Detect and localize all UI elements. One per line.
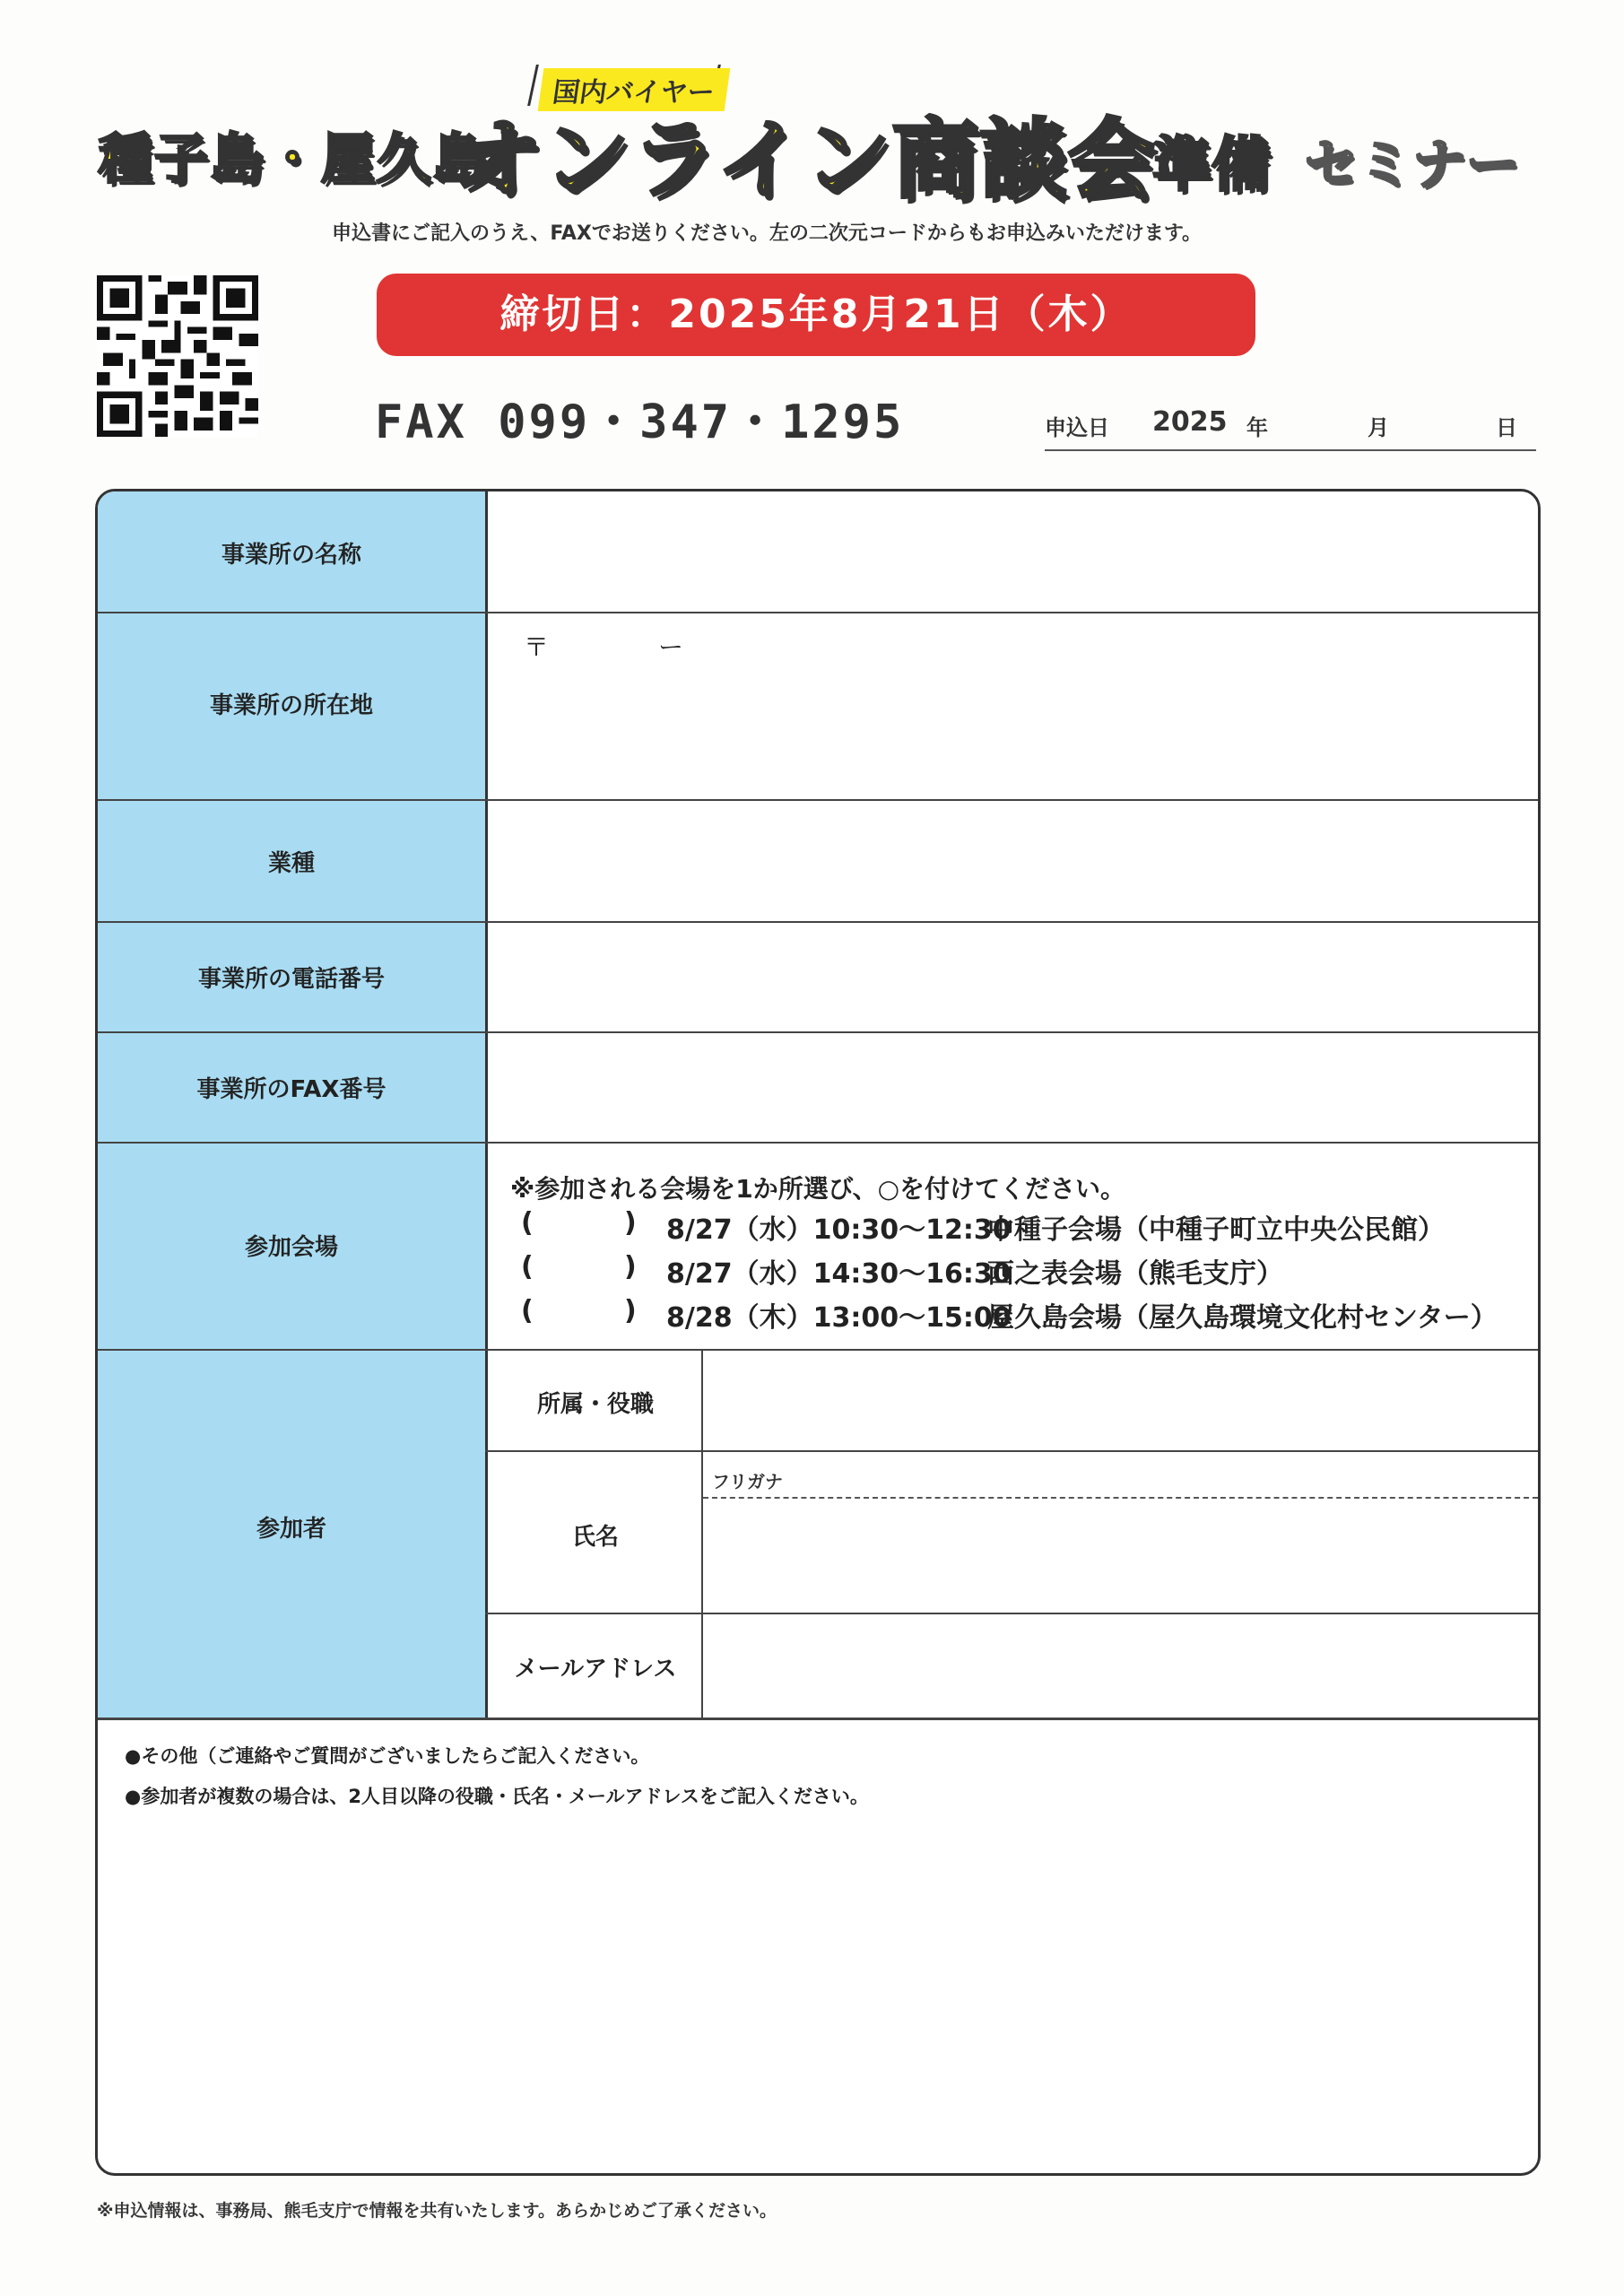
affiliation-input[interactable] bbox=[704, 1351, 1538, 1450]
venue-datetime: 8/27（水）10:30～12:30 bbox=[666, 1214, 1012, 1246]
postal-mark: 〒 bbox=[524, 632, 550, 662]
deadline-banner: 締切日：2025年8月21日（木） bbox=[377, 274, 1255, 356]
label-venue: 参加会場 bbox=[244, 1234, 338, 1261]
label-participant: 参加者 bbox=[256, 1516, 326, 1543]
apply-year-unit: 年 bbox=[1246, 415, 1268, 440]
venue-place: 西之表会場（熊毛支庁） bbox=[987, 1258, 1283, 1290]
apply-date-field[interactable] bbox=[1045, 408, 1536, 451]
open-paren: ( bbox=[521, 1295, 534, 1326]
venue-place: 中種子会場（中種子町立中央公民館） bbox=[987, 1214, 1445, 1246]
apply-date-label: 申込日 bbox=[1045, 415, 1109, 440]
business-name-input[interactable] bbox=[488, 491, 1538, 612]
instruction-text: 申込書にご記入のうえ、FAXでお送りください。左の二次元コードからもお申込みいただけます。 bbox=[332, 222, 1203, 245]
title-islands: 種子島・屋久島 bbox=[99, 128, 488, 191]
label-phone: 事業所の電話番号 bbox=[197, 966, 385, 993]
venue-datetime: 8/27（水）14:30～16:30 bbox=[666, 1258, 1012, 1290]
label-name: 氏名 bbox=[571, 1524, 619, 1551]
title-main: オンライン商談会 bbox=[456, 109, 1157, 210]
venue-place: 屋久島会場（屋久島環境文化村センター） bbox=[987, 1302, 1498, 1334]
fax-input[interactable] bbox=[488, 1033, 1538, 1142]
furigana-label: フリガナ bbox=[712, 1471, 783, 1492]
title-banner bbox=[99, 63, 1551, 210]
apply-month-unit: 月 bbox=[1368, 415, 1389, 440]
title-prep: 準備 bbox=[1152, 130, 1271, 199]
label-business-address: 事業所の所在地 bbox=[209, 692, 373, 719]
label-industry: 業種 bbox=[267, 850, 315, 877]
name-input[interactable] bbox=[704, 1500, 1538, 1613]
remarks-input[interactable] bbox=[98, 1819, 1538, 2173]
multi-participant-note: ●参加者が複数の場合は、2人目以降の役職・氏名・メールアドレスをご記入ください。 bbox=[125, 1786, 869, 1807]
other-note: ●その他（ご連絡やご質問がございましたらご記入ください。 bbox=[125, 1745, 650, 1767]
industry-input[interactable] bbox=[488, 801, 1538, 921]
venue-datetime: 8/28（木）13:00～15:00 bbox=[666, 1302, 1012, 1334]
venue-note: ※参加される会場を1か所選び、○を付けてください。 bbox=[510, 1174, 1126, 1204]
fax-number: FAX 099・347・1295 bbox=[375, 396, 905, 449]
business-address-input[interactable] bbox=[488, 613, 1538, 799]
row-divider bbox=[485, 1450, 1538, 1452]
row-divider bbox=[98, 1142, 1538, 1144]
footer-note: ※申込情報は、事務局、熊毛支庁で情報を共有いたします。あらかじめご了承ください。 bbox=[97, 2201, 777, 2221]
label-fax: 事業所のFAX番号 bbox=[196, 1076, 386, 1103]
qr-code-icon[interactable] bbox=[97, 275, 258, 437]
open-paren: ( bbox=[521, 1207, 534, 1239]
row-divider bbox=[98, 1718, 1538, 1720]
phone-input[interactable] bbox=[488, 923, 1538, 1031]
email-input[interactable] bbox=[704, 1614, 1538, 1718]
label-email: メールアドレス bbox=[514, 1656, 677, 1683]
label-business-name: 事業所の名称 bbox=[221, 542, 361, 569]
application-form bbox=[95, 489, 1541, 2176]
label-affiliation: 所属・役職 bbox=[536, 1391, 654, 1418]
close-paren: ) bbox=[624, 1295, 637, 1326]
apply-year: 2025 bbox=[1152, 406, 1228, 438]
postal-dash: ー bbox=[658, 632, 684, 662]
close-paren: ) bbox=[624, 1251, 637, 1283]
domestic-buyer-tag: 国内バイヤー bbox=[538, 68, 731, 111]
title-seminar: セミナー bbox=[1305, 134, 1520, 196]
apply-day-unit: 日 bbox=[1496, 415, 1517, 440]
open-paren: ( bbox=[521, 1251, 534, 1283]
furigana-divider bbox=[703, 1497, 1538, 1499]
close-paren: ) bbox=[624, 1207, 637, 1239]
